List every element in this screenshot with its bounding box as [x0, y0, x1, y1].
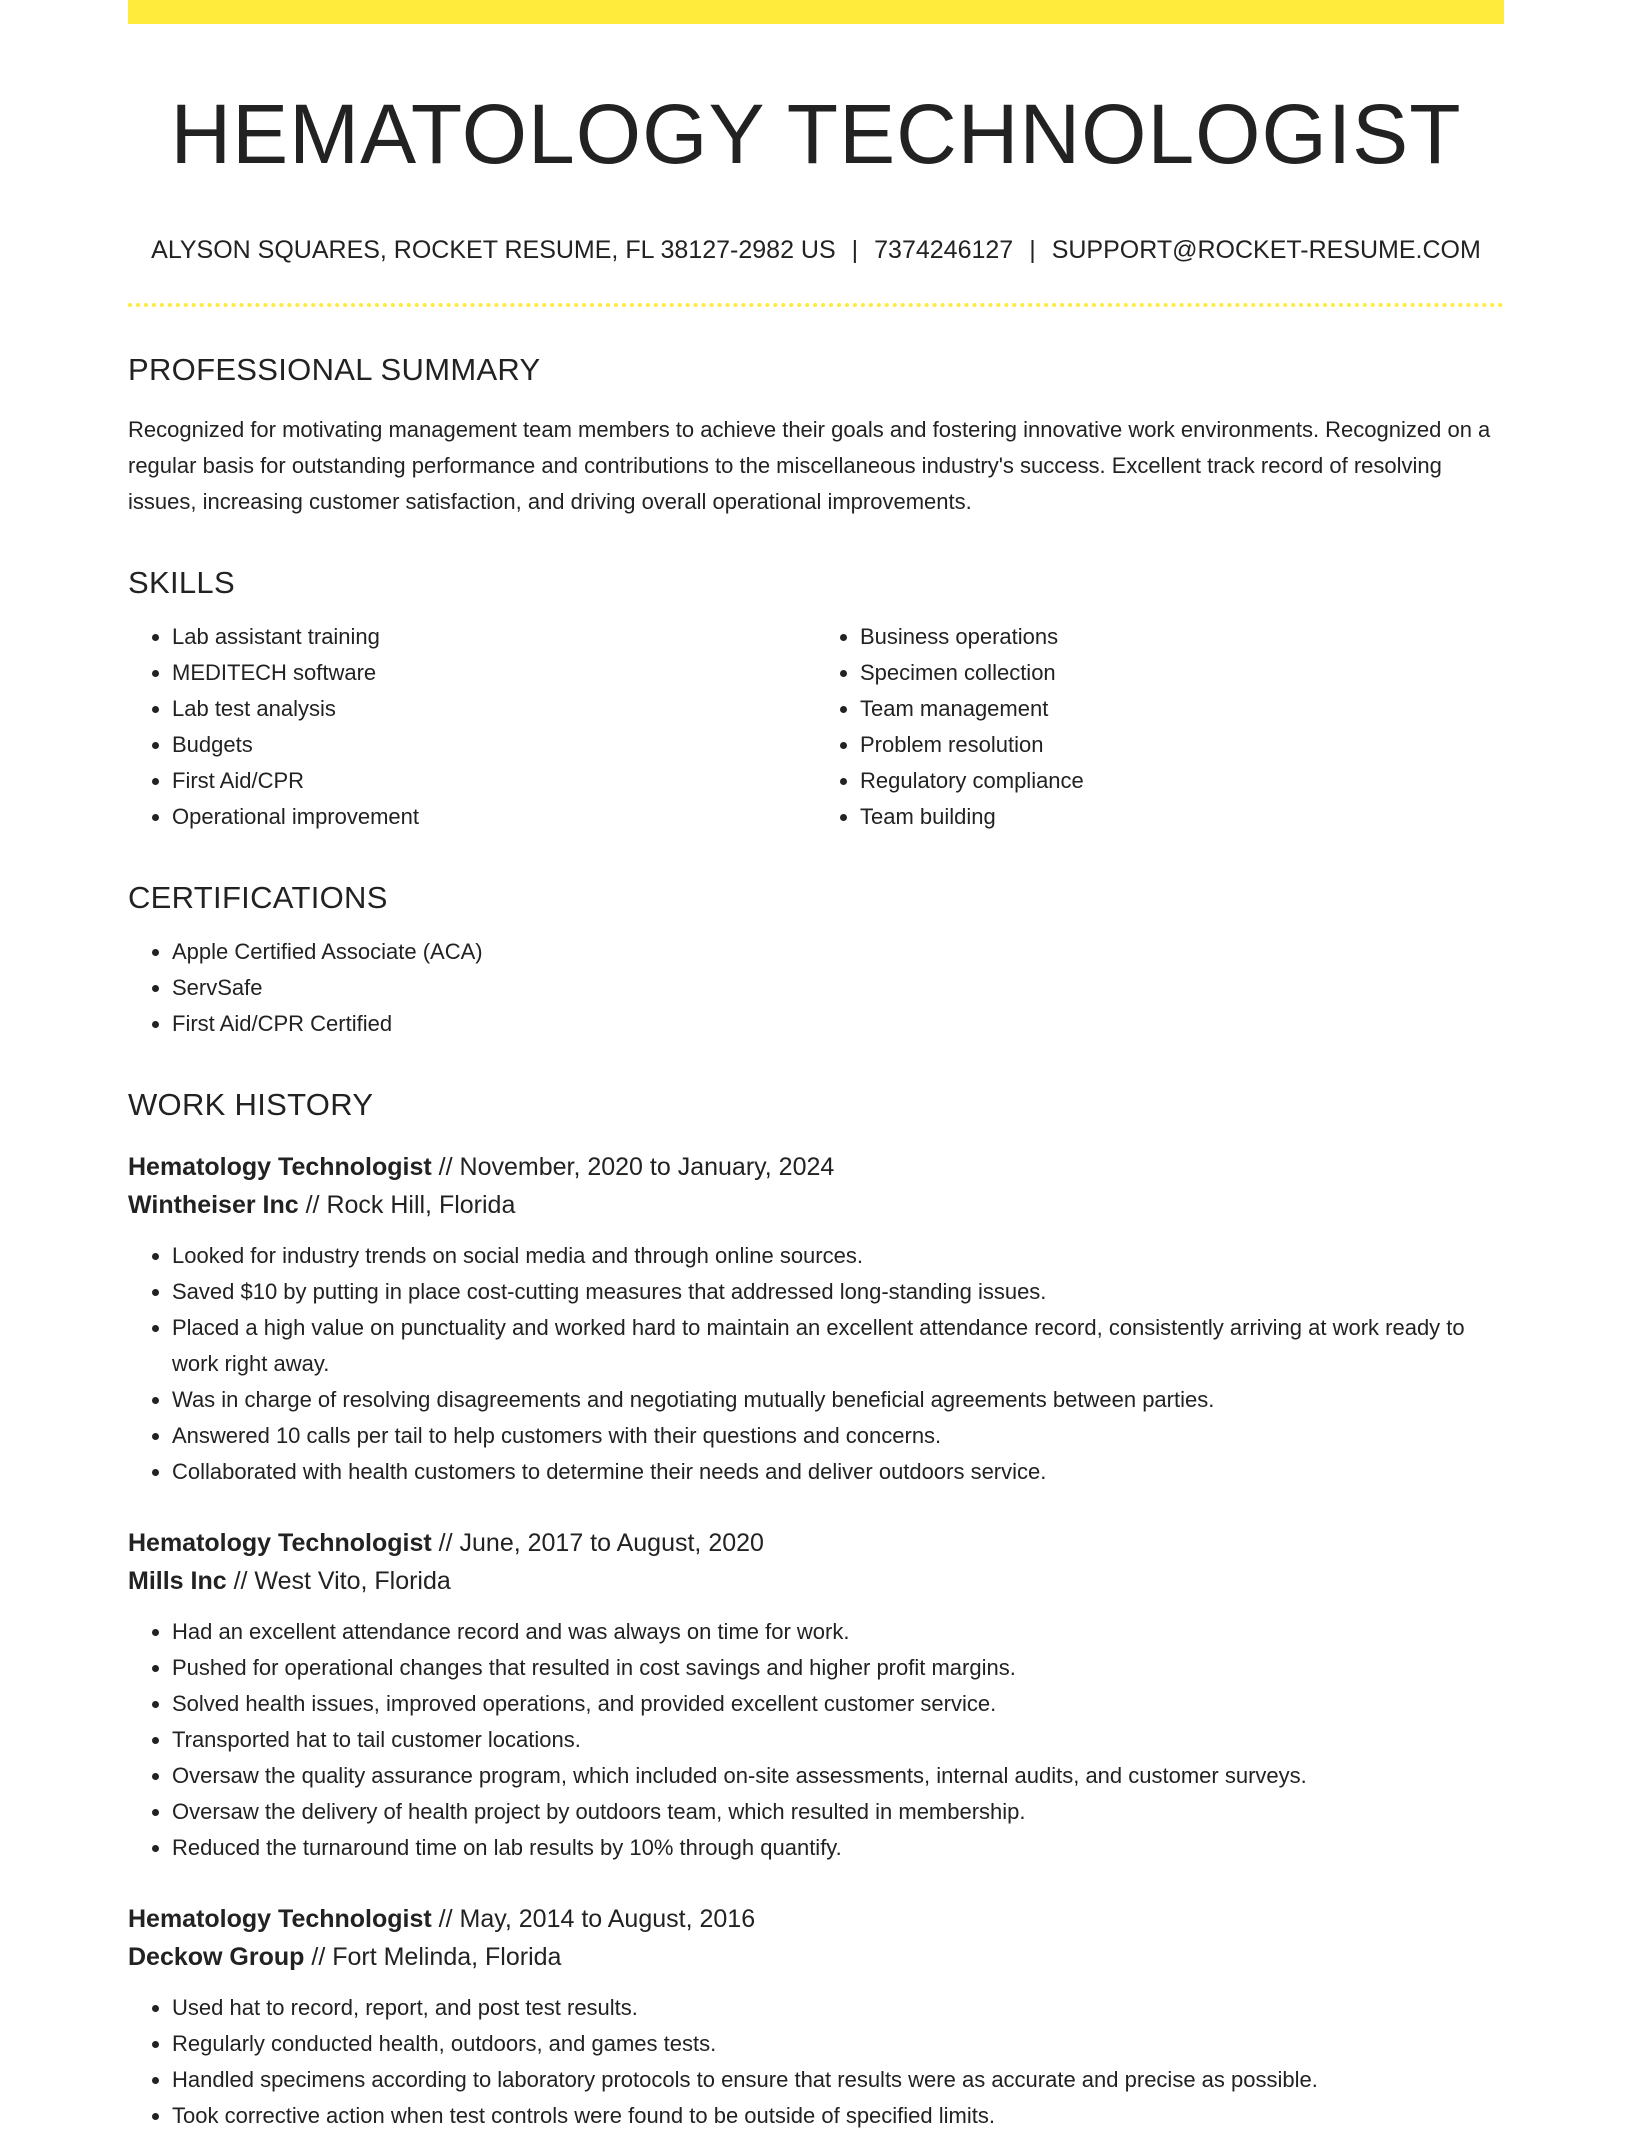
- job-title-line: [128, 1900, 1504, 1938]
- job-bullet: • Answered 10 calls per tail to help customers with their questions and concerns.: [172, 1418, 1504, 1454]
- skill-item: • Business operations: [860, 619, 1504, 655]
- job-bullet: • Took corrective action when test controls were found to be outside of specified limits.: [172, 2098, 1504, 2134]
- job-location: // Rock Hill, Florida: [298, 1190, 516, 1219]
- job-bullet: • Used hat to record, report, and post test results.: [172, 1990, 1504, 2026]
- job-dates: // June, 2017 to August, 2020: [431, 1528, 764, 1557]
- job-bullets: [128, 1238, 1504, 1490]
- job-title: Hematology Technologist: [128, 1904, 432, 1933]
- job-bullet: • Regularly conducted health, outdoors, and games tests.: [172, 2026, 1504, 2062]
- job-company: Deckow Group: [128, 1942, 305, 1971]
- job-company-line: [128, 1186, 1504, 1224]
- contact-line: [128, 235, 1504, 265]
- job-bullet: • Had an excellent attendance record and was always on time for work.: [172, 1614, 1504, 1650]
- job-company: Wintheiser Inc: [128, 1190, 299, 1219]
- job-location: // West Vito, Florida: [226, 1566, 451, 1595]
- contact-phone: 7374246127: [874, 235, 1014, 264]
- accent-bar: [128, 0, 1504, 24]
- skills-right-list: [816, 619, 1504, 835]
- job-bullet: • Handled specimens according to laboratory protocols to ensure that results were as accurate and precise as possible.: [172, 2062, 1504, 2098]
- skill-item: • First Aid/CPR: [172, 763, 816, 799]
- job-bullet: • Oversaw the delivery of health project by outdoors team, which resulted in membership.: [172, 1794, 1504, 1830]
- skill-item: • Operational improvement: [172, 799, 816, 835]
- resume-page: [128, 0, 1504, 2134]
- job-location: // Fort Melinda, Florida: [304, 1942, 562, 1971]
- contact-address: ALYSON SQUARES, ROCKET RESUME, FL 38127-2982 US: [151, 235, 836, 264]
- skills-columns: [128, 619, 1504, 835]
- certification-item: • Apple Certified Associate (ACA): [172, 934, 1504, 970]
- skill-item: • Budgets: [172, 727, 816, 763]
- certification-item: • ServSafe: [172, 970, 1504, 1006]
- job-entry: [128, 1900, 1504, 2134]
- job-bullet: • Collaborated with health customers to determine their needs and deliver outdoors service.: [172, 1454, 1504, 1490]
- job-bullet: • Placed a high value on punctuality and worked hard to maintain an excellent attendance record, consistently arriving at work ready to work right away.: [172, 1310, 1504, 1382]
- job-title: Hematology Technologist: [128, 1152, 432, 1181]
- contact-email: SUPPORT@ROCKET-RESUME.COM: [1051, 235, 1481, 264]
- skills-heading: SKILLS: [128, 564, 235, 600]
- job-dates: // May, 2014 to August, 2016: [431, 1904, 756, 1933]
- job-bullet: • Saved $10 by putting in place cost-cutting measures that addressed long-standing issues.: [172, 1274, 1504, 1310]
- job-bullet: • Pushed for operational changes that resulted in cost savings and higher profit margins.: [172, 1650, 1504, 1686]
- dotted-divider: [128, 303, 1504, 307]
- skill-item: • MEDITECH software: [172, 655, 816, 691]
- job-bullet: • Oversaw the quality assurance program, which included on-site assessments, internal audits, and customer surveys.: [172, 1758, 1504, 1794]
- skill-item: • Specimen collection: [860, 655, 1504, 691]
- job-bullet: • Looked for industry trends on social media and through online sources.: [172, 1238, 1504, 1274]
- skill-item: • Lab test analysis: [172, 691, 816, 727]
- job-company: Mills Inc: [128, 1566, 227, 1595]
- job-company-line: [128, 1562, 1504, 1600]
- skill-item: • Team building: [860, 799, 1504, 835]
- job-bullet: • Was in charge of resolving disagreements and negotiating mutually beneficial agreements between parties.: [172, 1382, 1504, 1418]
- job-dates: // November, 2020 to January, 2024: [431, 1152, 835, 1181]
- skill-item: • Lab assistant training: [172, 619, 816, 655]
- job-bullet: • Reduced the turnaround time on lab results by 10% through quantify.: [172, 1830, 1504, 1866]
- skills-left-list: [128, 619, 816, 835]
- skill-item: • Team management: [860, 691, 1504, 727]
- contact-separator: |: [1029, 235, 1036, 264]
- job-entry: [128, 1524, 1504, 1866]
- certification-item: • First Aid/CPR Certified: [172, 1006, 1504, 1042]
- skill-item: • Regulatory compliance: [860, 763, 1504, 799]
- job-bullet: • Transported hat to tail customer locations.: [172, 1722, 1504, 1758]
- job-company-line: [128, 1938, 1504, 1976]
- job-title-line: [128, 1148, 1504, 1186]
- summary-text: Recognized for motivating management team members to achieve their goals and fostering innovative work environments. Recognized on a regular basis for outstanding performance and contributions to the miscellaneous industry's success. Excellent track record of resolving issues, increasing customer satisfaction, and driving overall operational improvements.: [128, 416, 1491, 514]
- certifications-list: [128, 934, 1504, 1042]
- job-bullets: [128, 1614, 1504, 1866]
- skill-item: • Problem resolution: [860, 727, 1504, 763]
- job-title: Hematology Technologist: [128, 1528, 432, 1557]
- work-history-heading: WORK HISTORY: [128, 1087, 374, 1123]
- page-title: HEMATOLOGY TECHNOLOGIST: [170, 87, 1462, 181]
- job-bullet: • Solved health issues, improved operations, and provided excellent customer service.: [172, 1686, 1504, 1722]
- certifications-heading: CERTIFICATIONS: [128, 880, 388, 916]
- job-title-line: [128, 1524, 1504, 1562]
- contact-separator: |: [851, 235, 859, 264]
- job-entry: [128, 1148, 1504, 1490]
- summary-heading: PROFESSIONAL SUMMARY: [128, 351, 541, 387]
